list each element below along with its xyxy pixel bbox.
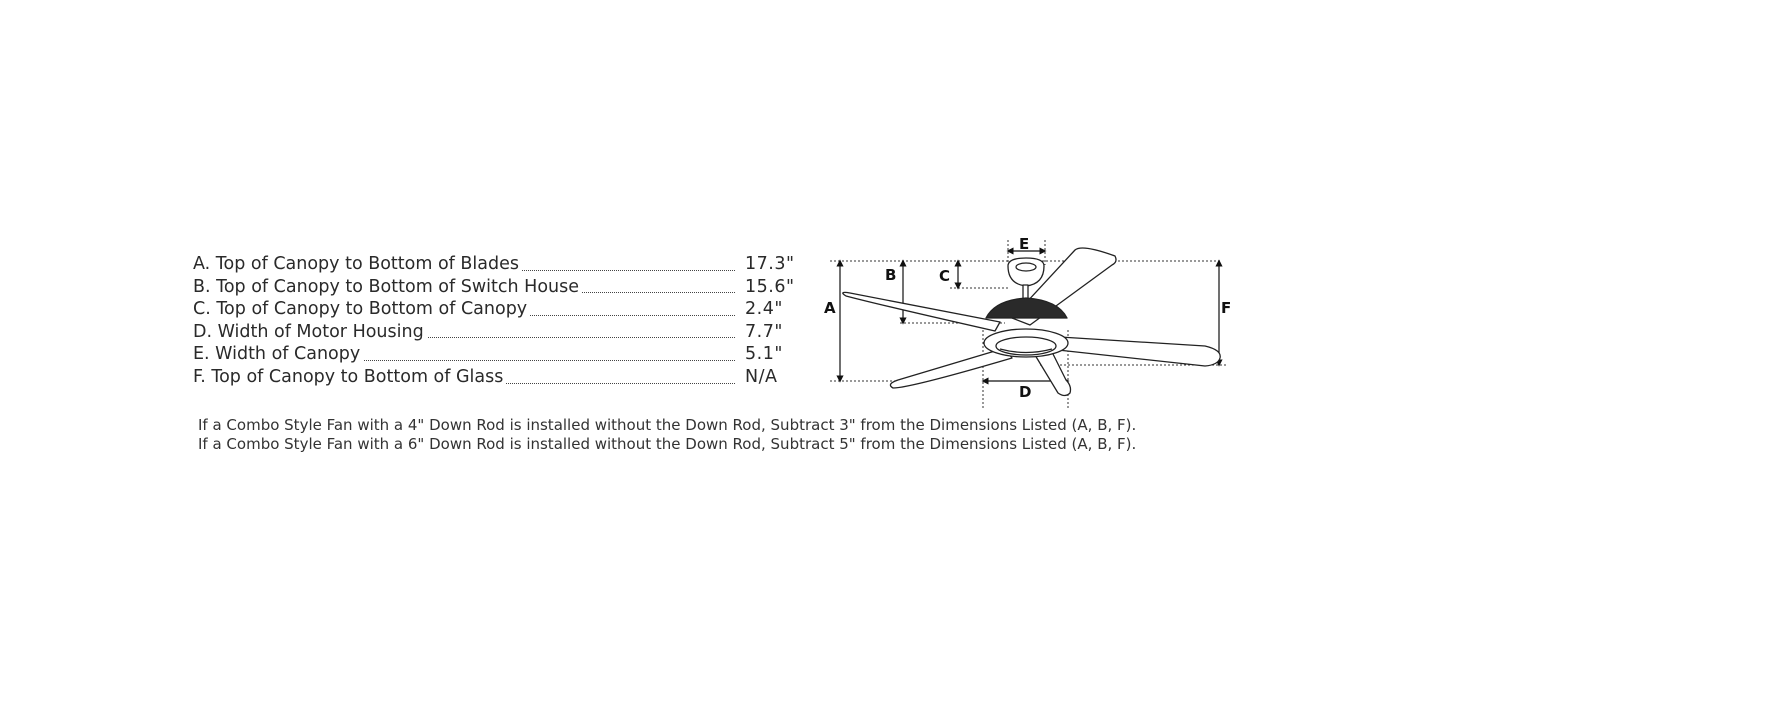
fan-blade-bottom-left <box>890 348 1012 388</box>
fan-blade-bottom-right <box>1035 352 1071 396</box>
ceiling-fan-illustration <box>843 248 1220 396</box>
spec-value: 2.4" <box>745 299 783 320</box>
dimension-label-b: B <box>885 266 897 284</box>
spec-row-a <box>193 253 793 276</box>
dimension-spec-list <box>193 253 793 389</box>
dimension-label-c: C <box>939 267 951 285</box>
note-line: If a Combo Style Fan with a 6" Down Rod is installed without the Down Rod, Subtract 5" from the Dimensions Listed (A, B, F). <box>198 434 1137 453</box>
spec-row-e <box>193 343 793 366</box>
spec-label: A. Top of Canopy to Bottom of Blades <box>193 253 522 276</box>
dimension-label-f: F <box>1221 299 1232 317</box>
spec-value: N/A <box>745 366 778 387</box>
spec-label: E. Width of Canopy <box>193 343 363 366</box>
dimension-label-a: A <box>824 299 836 317</box>
downrod <box>1023 285 1028 299</box>
dimension-label-e: E <box>1019 235 1030 253</box>
spec-value: 15.6" <box>745 276 795 297</box>
ceiling-fan-dimension-diagram <box>820 230 1240 420</box>
canopy <box>1008 258 1044 286</box>
spec-row-d <box>193 321 793 344</box>
note-line: If a Combo Style Fan with a 4" Down Rod is installed without the Down Rod, Subtract 3" from the Dimensions Listed (A, B, F). <box>198 416 1137 434</box>
spec-value: 5.1" <box>745 344 783 365</box>
spec-label: D. Width of Motor Housing <box>193 321 427 344</box>
fan-blade-left <box>843 292 1000 331</box>
dimension-label-d: D <box>1019 383 1032 401</box>
spec-value: 7.7" <box>745 321 783 342</box>
spec-label: B. Top of Canopy to Bottom of Switch House <box>193 276 582 299</box>
down-rod-notes <box>198 416 1136 453</box>
spec-label: F. Top of Canopy to Bottom of Glass <box>193 366 506 389</box>
spec-value: 17.3" <box>745 254 795 274</box>
spec-row-f <box>193 366 793 389</box>
fan-blade-right <box>1058 337 1220 366</box>
spec-row-c <box>193 298 793 321</box>
spec-label: C. Top of Canopy to Bottom of Canopy <box>193 298 530 321</box>
spec-row-b <box>193 276 793 299</box>
